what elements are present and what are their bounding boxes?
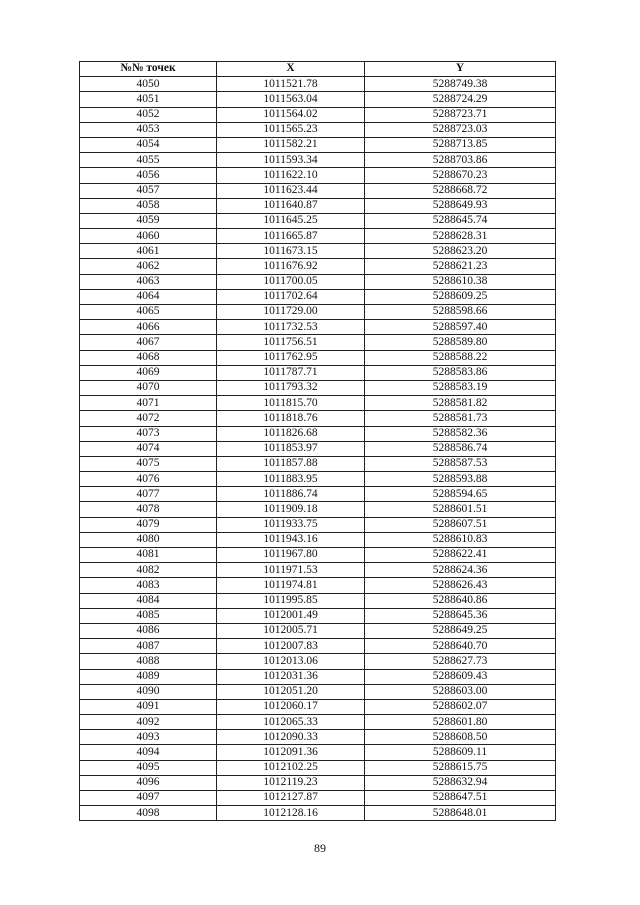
table-row bbox=[80, 365, 556, 380]
cell-x: 1011909.18 bbox=[217, 502, 365, 517]
table-row bbox=[80, 456, 556, 471]
table-row bbox=[80, 244, 556, 259]
cell-x: 1011564.02 bbox=[217, 107, 365, 122]
cell-point-number: 4053 bbox=[80, 122, 217, 137]
table-row bbox=[80, 320, 556, 335]
cell-y: 5288598.66 bbox=[365, 305, 556, 320]
cell-point-number: 4082 bbox=[80, 563, 217, 578]
cell-y: 5288609.11 bbox=[365, 745, 556, 760]
cell-x: 1011756.51 bbox=[217, 335, 365, 350]
cell-x: 1011593.34 bbox=[217, 153, 365, 168]
cell-y: 5288713.85 bbox=[365, 137, 556, 152]
table-row bbox=[80, 760, 556, 775]
cell-point-number: 4068 bbox=[80, 350, 217, 365]
cell-point-number: 4085 bbox=[80, 608, 217, 623]
cell-point-number: 4095 bbox=[80, 760, 217, 775]
cell-point-number: 4050 bbox=[80, 77, 217, 92]
table-row bbox=[80, 441, 556, 456]
cell-point-number: 4076 bbox=[80, 472, 217, 487]
cell-point-number: 4075 bbox=[80, 456, 217, 471]
cell-y: 5288615.75 bbox=[365, 760, 556, 775]
cell-y: 5288649.93 bbox=[365, 198, 556, 213]
cell-x: 1011563.04 bbox=[217, 92, 365, 107]
cell-y: 5288589.80 bbox=[365, 335, 556, 350]
cell-point-number: 4054 bbox=[80, 137, 217, 152]
cell-x: 1011665.87 bbox=[217, 229, 365, 244]
cell-x: 1011623.44 bbox=[217, 183, 365, 198]
cell-point-number: 4051 bbox=[80, 92, 217, 107]
table-body bbox=[80, 77, 556, 821]
cell-x: 1011673.15 bbox=[217, 244, 365, 259]
cell-x: 1011582.21 bbox=[217, 137, 365, 152]
cell-x: 1011995.85 bbox=[217, 593, 365, 608]
cell-point-number: 4093 bbox=[80, 730, 217, 745]
cell-y: 5288723.03 bbox=[365, 122, 556, 137]
table-row bbox=[80, 259, 556, 274]
table-row bbox=[80, 502, 556, 517]
table-row bbox=[80, 92, 556, 107]
cell-x: 1011729.00 bbox=[217, 305, 365, 320]
table-row bbox=[80, 183, 556, 198]
table-row bbox=[80, 122, 556, 137]
cell-point-number: 4081 bbox=[80, 548, 217, 563]
table-row bbox=[80, 426, 556, 441]
cell-y: 5288623.20 bbox=[365, 244, 556, 259]
cell-point-number: 4092 bbox=[80, 715, 217, 730]
cell-y: 5288723.71 bbox=[365, 107, 556, 122]
cell-y: 5288640.86 bbox=[365, 593, 556, 608]
cell-x: 1012128.16 bbox=[217, 806, 365, 821]
table-row bbox=[80, 411, 556, 426]
table-row bbox=[80, 745, 556, 760]
cell-y: 5288588.22 bbox=[365, 350, 556, 365]
cell-y: 5288601.80 bbox=[365, 715, 556, 730]
cell-y: 5288645.36 bbox=[365, 608, 556, 623]
cell-x: 1011676.92 bbox=[217, 259, 365, 274]
table-row bbox=[80, 563, 556, 578]
cell-y: 5288607.51 bbox=[365, 517, 556, 532]
cell-y: 5288594.65 bbox=[365, 487, 556, 502]
cell-y: 5288608.50 bbox=[365, 730, 556, 745]
table-row bbox=[80, 289, 556, 304]
table-row bbox=[80, 791, 556, 806]
cell-y: 5288724.29 bbox=[365, 92, 556, 107]
cell-point-number: 4070 bbox=[80, 380, 217, 395]
cell-point-number: 4089 bbox=[80, 669, 217, 684]
cell-x: 1011883.95 bbox=[217, 472, 365, 487]
header-row bbox=[80, 62, 556, 77]
cell-y: 5288581.73 bbox=[365, 411, 556, 426]
cell-x: 1012090.33 bbox=[217, 730, 365, 745]
cell-y: 5288609.25 bbox=[365, 289, 556, 304]
cell-point-number: 4067 bbox=[80, 335, 217, 350]
header-y: Y bbox=[365, 62, 556, 77]
table-row bbox=[80, 639, 556, 654]
table-row bbox=[80, 806, 556, 821]
cell-point-number: 4074 bbox=[80, 441, 217, 456]
table-row bbox=[80, 669, 556, 684]
cell-point-number: 4072 bbox=[80, 411, 217, 426]
cell-y: 5288626.43 bbox=[365, 578, 556, 593]
cell-point-number: 4087 bbox=[80, 639, 217, 654]
cell-x: 1012001.49 bbox=[217, 608, 365, 623]
table-row bbox=[80, 623, 556, 638]
cell-x: 1012102.25 bbox=[217, 760, 365, 775]
cell-y: 5288632.94 bbox=[365, 775, 556, 790]
cell-point-number: 4052 bbox=[80, 107, 217, 122]
cell-x: 1011943.16 bbox=[217, 532, 365, 547]
cell-point-number: 4077 bbox=[80, 487, 217, 502]
cell-point-number: 4097 bbox=[80, 791, 217, 806]
cell-point-number: 4083 bbox=[80, 578, 217, 593]
cell-y: 5288610.38 bbox=[365, 274, 556, 289]
table-row bbox=[80, 517, 556, 532]
cell-y: 5288581.82 bbox=[365, 396, 556, 411]
cell-y: 5288648.01 bbox=[365, 806, 556, 821]
cell-x: 1012005.71 bbox=[217, 623, 365, 638]
cell-y: 5288609.43 bbox=[365, 669, 556, 684]
cell-x: 1011702.64 bbox=[217, 289, 365, 304]
table-row bbox=[80, 699, 556, 714]
cell-y: 5288621.23 bbox=[365, 259, 556, 274]
cell-y: 5288597.40 bbox=[365, 320, 556, 335]
table-row bbox=[80, 153, 556, 168]
cell-x: 1011521.78 bbox=[217, 77, 365, 92]
cell-x: 1011886.74 bbox=[217, 487, 365, 502]
cell-x: 1012119.23 bbox=[217, 775, 365, 790]
table-row bbox=[80, 274, 556, 289]
table-row bbox=[80, 77, 556, 92]
cell-x: 1012060.17 bbox=[217, 699, 365, 714]
cell-point-number: 4098 bbox=[80, 806, 217, 821]
table-header bbox=[80, 62, 556, 77]
cell-x: 1012091.36 bbox=[217, 745, 365, 760]
table-row bbox=[80, 107, 556, 122]
cell-x: 1011787.71 bbox=[217, 365, 365, 380]
cell-y: 5288649.25 bbox=[365, 623, 556, 638]
cell-x: 1012013.06 bbox=[217, 654, 365, 669]
cell-x: 1012031.36 bbox=[217, 669, 365, 684]
cell-point-number: 4088 bbox=[80, 654, 217, 669]
table-row bbox=[80, 472, 556, 487]
cell-y: 5288601.51 bbox=[365, 502, 556, 517]
cell-x: 1011967.80 bbox=[217, 548, 365, 563]
table-row bbox=[80, 532, 556, 547]
cell-x: 1012127.87 bbox=[217, 791, 365, 806]
header-x: X bbox=[217, 62, 365, 77]
page-number: 89 bbox=[314, 841, 326, 855]
cell-point-number: 4090 bbox=[80, 684, 217, 699]
cell-point-number: 4096 bbox=[80, 775, 217, 790]
cell-point-number: 4073 bbox=[80, 426, 217, 441]
table-row bbox=[80, 593, 556, 608]
cell-x: 1011700.05 bbox=[217, 274, 365, 289]
cell-point-number: 4062 bbox=[80, 259, 217, 274]
cell-x: 1011762.95 bbox=[217, 350, 365, 365]
cell-y: 5288749.38 bbox=[365, 77, 556, 92]
cell-y: 5288583.19 bbox=[365, 380, 556, 395]
cell-x: 1012051.20 bbox=[217, 684, 365, 699]
table-row bbox=[80, 396, 556, 411]
table-row bbox=[80, 684, 556, 699]
table-row bbox=[80, 654, 556, 669]
cell-point-number: 4078 bbox=[80, 502, 217, 517]
table-row bbox=[80, 213, 556, 228]
cell-y: 5288586.74 bbox=[365, 441, 556, 456]
cell-y: 5288622.41 bbox=[365, 548, 556, 563]
cell-x: 1011971.53 bbox=[217, 563, 365, 578]
cell-x: 1011645.25 bbox=[217, 213, 365, 228]
cell-y: 5288603.00 bbox=[365, 684, 556, 699]
table-row bbox=[80, 137, 556, 152]
cell-point-number: 4061 bbox=[80, 244, 217, 259]
table-row bbox=[80, 335, 556, 350]
cell-point-number: 4066 bbox=[80, 320, 217, 335]
cell-point-number: 4091 bbox=[80, 699, 217, 714]
table-row bbox=[80, 198, 556, 213]
cell-y: 5288628.31 bbox=[365, 229, 556, 244]
cell-y: 5288670.23 bbox=[365, 168, 556, 183]
cell-x: 1011826.68 bbox=[217, 426, 365, 441]
header-point-number: №№ точек bbox=[80, 62, 217, 77]
cell-x: 1011793.32 bbox=[217, 380, 365, 395]
cell-y: 5288647.51 bbox=[365, 791, 556, 806]
cell-x: 1011974.81 bbox=[217, 578, 365, 593]
coordinates-table bbox=[79, 61, 556, 821]
cell-y: 5288640.70 bbox=[365, 639, 556, 654]
cell-x: 1011853.97 bbox=[217, 441, 365, 456]
cell-point-number: 4063 bbox=[80, 274, 217, 289]
cell-point-number: 4084 bbox=[80, 593, 217, 608]
cell-point-number: 4080 bbox=[80, 532, 217, 547]
table-row bbox=[80, 487, 556, 502]
cell-x: 1011622.10 bbox=[217, 168, 365, 183]
cell-y: 5288587.53 bbox=[365, 456, 556, 471]
cell-x: 1011857.88 bbox=[217, 456, 365, 471]
cell-point-number: 4055 bbox=[80, 153, 217, 168]
table-row bbox=[80, 305, 556, 320]
table-row bbox=[80, 715, 556, 730]
cell-x: 1011565.23 bbox=[217, 122, 365, 137]
cell-x: 1011732.53 bbox=[217, 320, 365, 335]
table-row bbox=[80, 730, 556, 745]
cell-point-number: 4059 bbox=[80, 213, 217, 228]
cell-point-number: 4094 bbox=[80, 745, 217, 760]
table-row bbox=[80, 775, 556, 790]
table-row bbox=[80, 168, 556, 183]
cell-point-number: 4069 bbox=[80, 365, 217, 380]
cell-point-number: 4064 bbox=[80, 289, 217, 304]
table-row bbox=[80, 608, 556, 623]
cell-y: 5288582.36 bbox=[365, 426, 556, 441]
cell-x: 1011818.76 bbox=[217, 411, 365, 426]
cell-y: 5288627.73 bbox=[365, 654, 556, 669]
cell-y: 5288602.07 bbox=[365, 699, 556, 714]
cell-x: 1012065.33 bbox=[217, 715, 365, 730]
cell-point-number: 4065 bbox=[80, 305, 217, 320]
cell-y: 5288645.74 bbox=[365, 213, 556, 228]
cell-y: 5288593.88 bbox=[365, 472, 556, 487]
cell-y: 5288703.86 bbox=[365, 153, 556, 168]
cell-y: 5288583.86 bbox=[365, 365, 556, 380]
cell-point-number: 4071 bbox=[80, 396, 217, 411]
cell-y: 5288668.72 bbox=[365, 183, 556, 198]
table-row bbox=[80, 578, 556, 593]
cell-point-number: 4060 bbox=[80, 229, 217, 244]
cell-point-number: 4079 bbox=[80, 517, 217, 532]
cell-point-number: 4057 bbox=[80, 183, 217, 198]
cell-y: 5288610.83 bbox=[365, 532, 556, 547]
table-row bbox=[80, 350, 556, 365]
table-row bbox=[80, 380, 556, 395]
cell-x: 1011640.87 bbox=[217, 198, 365, 213]
cell-point-number: 4056 bbox=[80, 168, 217, 183]
table-row bbox=[80, 229, 556, 244]
cell-x: 1011815.70 bbox=[217, 396, 365, 411]
cell-point-number: 4086 bbox=[80, 623, 217, 638]
cell-y: 5288624.36 bbox=[365, 563, 556, 578]
table-row bbox=[80, 548, 556, 563]
cell-point-number: 4058 bbox=[80, 198, 217, 213]
cell-x: 1011933.75 bbox=[217, 517, 365, 532]
cell-x: 1012007.83 bbox=[217, 639, 365, 654]
